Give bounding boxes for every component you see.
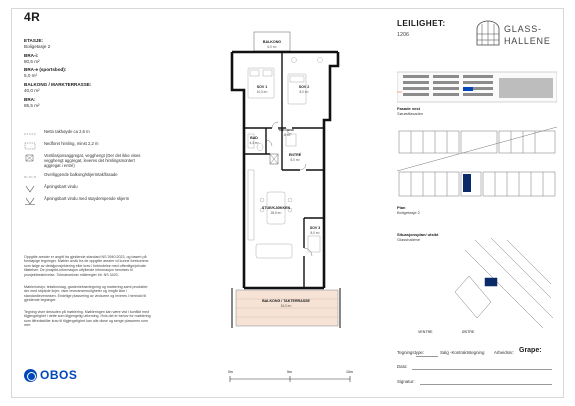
date-label: Dato: (397, 364, 408, 369)
room-terrace-area: 34,0 m² (280, 304, 292, 308)
spec-balcony (24, 82, 99, 94)
scale-label-start: 0m (228, 370, 233, 374)
site-label-west: VENTRE (418, 330, 433, 334)
key-plan-upper-drawing (397, 125, 557, 175)
glasshallene-logo-icon (476, 20, 500, 46)
legend-text: Netto takhøyde ca 2,6 m (44, 129, 90, 134)
spec-bra-i-label: BRA-i: (24, 53, 39, 58)
agreement-label: Tegningstype: (397, 350, 425, 355)
room-terrace-label: BALKONG / TAKTERRASSE (262, 299, 310, 303)
room-living-label: STUE/KJØKKEN (261, 206, 291, 210)
apartment-heading: LEILIGHET: (397, 19, 446, 28)
room-entry-label: ENTRÉ (288, 153, 302, 157)
grape-label: Grape: (519, 347, 542, 354)
date-line (412, 369, 552, 370)
unit-highlight (463, 87, 473, 91)
openable-window-icon (24, 185, 36, 193)
room-bedroom1-area: 10,0 m² (256, 90, 268, 94)
ventilation-shaft-icon (24, 154, 36, 162)
room-bath-label: BAD (250, 136, 258, 140)
spec-bra-value: 85,5 m² (24, 103, 40, 108)
legend-item (24, 183, 152, 195)
legend-item (24, 128, 152, 140)
room-bath-area: 4,4 m² (249, 141, 259, 145)
room-bedroom2-area: 8,0 m² (299, 90, 309, 94)
room-wc-area: 1,8 m² (281, 133, 291, 137)
room-bedroom1-label: SOV 1 (256, 85, 268, 89)
obos-logo-icon (24, 369, 37, 382)
spec-bra-i-value: 80,5 m² (24, 59, 40, 64)
legend-text: Åpningsbart vindu (44, 184, 78, 189)
spec-floor (24, 38, 99, 50)
spec-floor-label: ETASJE: (24, 38, 44, 43)
disclaimer-2: Møbler/utstyr, tekstinnslag, gardeniebrøvtegning og markering samt produkter der med stiplede linjer, viser leveransemuligheter og inngår ikke i standardleveransen. Endelige plassering av vinduene og leveres i henhold til gjeldende tegninger. (24, 285, 148, 303)
facade-caption: Fasade vest (397, 106, 420, 111)
legend-text: Ventilasjonsaggregat, vegghengt (Der det ikke vises vegghengt aggregat, leveres det himlingsmontert aggregat i entré) (44, 153, 141, 168)
legend (24, 128, 152, 207)
site-label-east: ØSTRE (462, 330, 475, 334)
room-living-area: 28,5 m² (270, 211, 282, 215)
legend-item (24, 195, 152, 207)
legend-item (24, 140, 152, 152)
facade-caption-value: Sørøstfasaden (397, 111, 424, 116)
unit-code: 4R (24, 10, 41, 24)
overlying-balcony-icon (24, 173, 36, 181)
room-bedroom2-label: SOV 2 (298, 85, 310, 89)
spec-balcony-label: BALKONG / MARKTERRASSE: (24, 82, 92, 87)
site-caption-value: Glasshallene (397, 237, 421, 242)
spec-bra-label: BRA: (24, 97, 36, 102)
obos-logo-text: OBOS (40, 368, 78, 382)
legend-text: Overliggende balkong/skjermtak/fasade (44, 172, 118, 177)
disclaimer-1: Oppgitte arealer er angitt fra gjeldende standard NS 3940:2023, og basert på foreløpige tegninger. Møbler avvik fra de oppgitte arealer vil kunne forekomme som følge av detaljprosjektering eller krav i forbindelse med offentlige/private tillatelser. De prosjekt-informasjon utfyllende informasjon henvises til prosjektbeskrivelse. Toleransekrav måleregler iht. NS 3420. (24, 255, 149, 277)
room-balcony-area: 6,0 m² (267, 45, 277, 49)
ceiling-height-dashed-icon (24, 130, 36, 138)
room-balcony-label: BALKONG (262, 40, 282, 44)
apartment-number: 1206 (397, 32, 409, 38)
site-plan-drawing (455, 232, 555, 330)
plan-caption: Plan (397, 205, 406, 210)
room-bedroom3-area: 8,0 m² (310, 231, 320, 235)
legend-item (24, 152, 152, 171)
disclaimer-3: Tegning viser dessuten på møblering. Møbleringen kan være vist i konflikt med tilgjengelighet i dette som tilgjengelig utforming. Hvis det er behov for møblering som tilfredsstiller krav til tilgjengelighet kan alle disse og senge plasseres som mer. (24, 310, 151, 328)
lowered-ceiling-icon (24, 142, 36, 150)
unit-highlight-plan (463, 174, 471, 192)
obos-logo (24, 368, 77, 382)
spec-balcony-value: 40,0 m² (24, 88, 40, 93)
site-caption: Situasjonsplan/ utsikt (397, 232, 439, 237)
signature-label: Signatur: (397, 379, 415, 384)
signature-line (420, 384, 552, 385)
spec-bra (24, 97, 99, 109)
work-order-label: Arbeidsnr: (494, 350, 515, 355)
room-wc-label: TØR / BOD (278, 128, 294, 132)
door-swings (266, 122, 312, 256)
logo-word-hallene: HALLENE (504, 36, 551, 46)
facade-elevation-drawing (397, 68, 557, 104)
scale-label-mid: 5m (287, 370, 292, 374)
soundproof-window-icon (24, 197, 36, 205)
room-entry-area: 8,0 m² (290, 158, 300, 162)
agreement-line (416, 356, 438, 357)
spec-bra-e-label: BRA-e (sportsbod): (24, 67, 67, 72)
spec-bra-e (24, 67, 99, 79)
key-plan-lower-drawing (397, 170, 557, 200)
legend-item (24, 171, 152, 183)
legend-text: Åpningsbart vindu med støydempende skjerm (44, 196, 130, 201)
plan-caption-value: Boligetasje 2 (397, 210, 420, 215)
agreement-value: Salg -Kontraktstegning (440, 350, 485, 355)
room-bedroom3-label: SOV 3 (309, 226, 321, 230)
floor-plan-drawing (222, 30, 348, 328)
legend-text: Nedforet himling, minst 2,2 m (44, 141, 99, 146)
spec-bra-e-value: 5,0 m² (24, 73, 38, 78)
logo-word-glass: GLASS- (504, 24, 542, 34)
spec-bra-i (24, 53, 99, 65)
scale-label-end: 10m (346, 370, 353, 374)
spec-floor-value: Boligetasje 2 (24, 44, 51, 49)
